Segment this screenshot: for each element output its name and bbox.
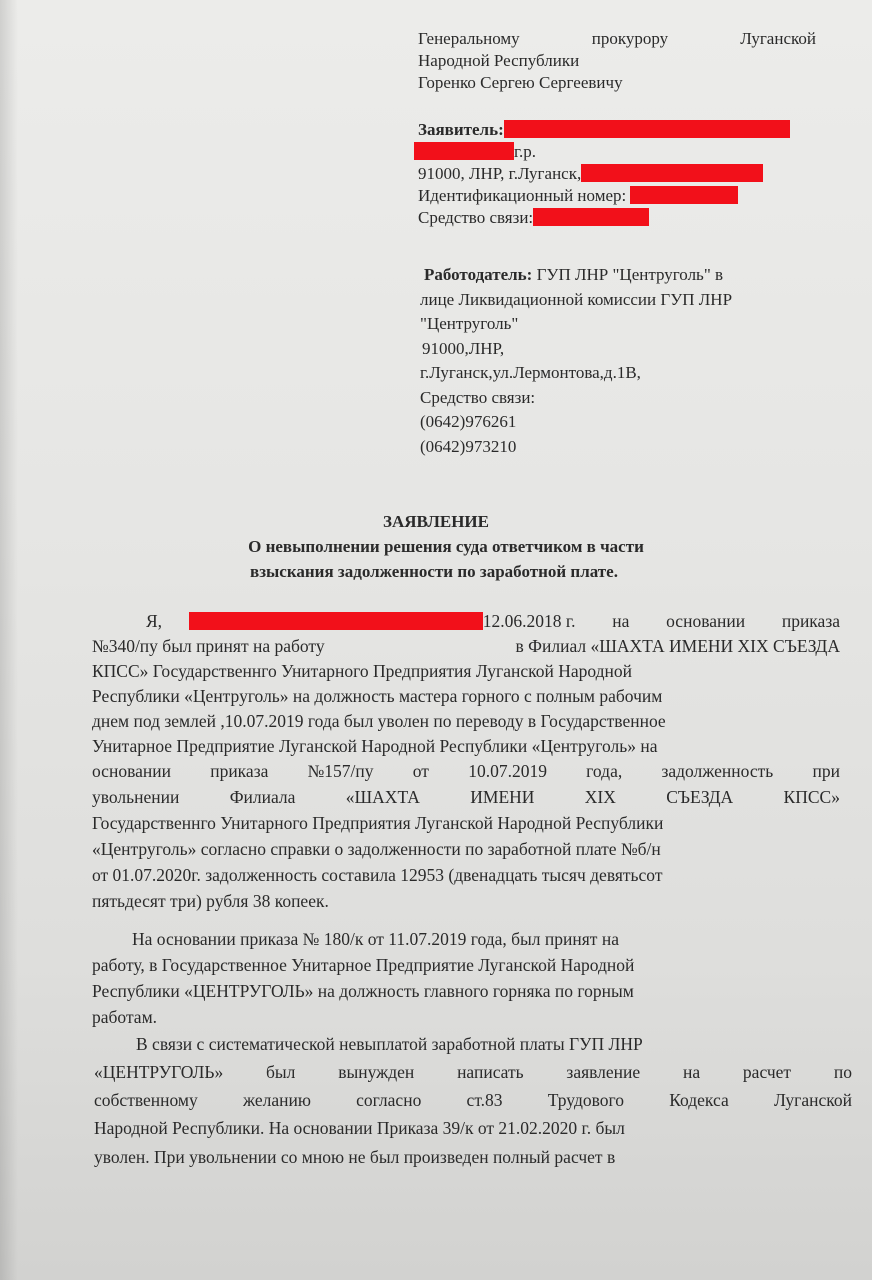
employer-line-3: "Центруголь" xyxy=(420,314,519,333)
employer-phone-1: (0642)976261 xyxy=(420,412,517,431)
employer-block xyxy=(420,263,816,459)
body-line: Я, 12.06.2018 г. на основании приказа xyxy=(146,611,840,631)
body-line: от 01.07.2020г. задолженность составила 12953 (двенадцать тысяч девятьсот xyxy=(92,865,663,885)
body-line: работу, в Государственное Унитарное Предприятие Луганской Народной xyxy=(92,955,635,975)
employer-line-5: г.Луганск,ул.Лермонтова,д.1В, xyxy=(420,363,641,382)
redaction-id-number xyxy=(630,186,738,204)
applicant-block xyxy=(418,119,816,229)
body-line: основании приказа №157/пу от 10.07.2019 года, задолженность при xyxy=(92,761,840,781)
body-line: работам. xyxy=(92,1007,158,1027)
applicant-line-2: г.р. xyxy=(418,141,816,163)
body-line: Республики «ЦЕНТРУГОЛЬ» на должность главного горняка по горным xyxy=(92,981,634,1001)
body-line: Народной Республики. На основании Приказа 39/к от 21.02.2020 г. был xyxy=(94,1118,625,1138)
applicant-line-4: Идентификационный номер: xyxy=(418,185,816,207)
document-subtitle-2: взыскания задолженности по заработной плате. xyxy=(250,562,618,581)
redaction-address xyxy=(581,164,763,182)
body-line: Государственнго Унитарного Предприятия Луганской Народной Республики xyxy=(92,813,664,833)
body-line: днем под землей ,10.07.2019 года был уволен по переводу в Государственное xyxy=(92,711,666,731)
redaction-applicant-fullname xyxy=(189,612,483,630)
body-line: собственному желанию согласно ст.83 Трудового Кодекса Луганской xyxy=(94,1090,852,1110)
document-subtitle-1: О невыполнении решения суда ответчиком в части xyxy=(248,537,644,556)
applicant-label: Заявитель: xyxy=(418,120,504,139)
employer-line-2: лице Ликвидационной комиссии ГУП ЛНР xyxy=(420,289,733,309)
body-line: Унитарное Предприятие Луганской Народной Республики «Центруголь» на xyxy=(92,736,658,756)
employer-line-6: Средство связи: xyxy=(420,387,536,407)
employer-line-1: Работодатель: ГУП ЛНР "Центруголь" в xyxy=(424,265,724,284)
body-line: В связи с систематической невыплатой заработной платы ГУП ЛНР xyxy=(136,1034,643,1054)
addressee-line-2: Народной Республики xyxy=(418,51,580,70)
body-line: Республики «Центруголь» на должность мастера горного с полным рабочим xyxy=(92,686,663,706)
redaction-contact xyxy=(533,208,649,226)
redaction-birth-date xyxy=(414,142,514,160)
body-line: уволен. При увольнении со мною не был произведен полный расчет в xyxy=(94,1147,616,1167)
redaction-applicant-name xyxy=(504,120,790,138)
addressee-line-1: Генеральному прокурору Луганской xyxy=(418,29,816,48)
body-line: №340/пу был принят на работу в Филиал «ШАХТА ИМЕНИ XIX СЪЕЗДА xyxy=(92,636,840,656)
applicant-line-1 xyxy=(418,119,816,141)
page-edge-shadow xyxy=(0,0,18,1280)
employer-phone-2: (0642)973210 xyxy=(420,436,517,456)
addressee-block xyxy=(418,28,816,94)
body-line: пятьдесят три) рубля 38 копеек. xyxy=(92,891,329,911)
applicant-line-3: 91000, ЛНР, г.Луганск, xyxy=(418,163,816,185)
applicant-line-5: Средство связи: xyxy=(418,207,816,229)
document-title: ЗАЯВЛЕНИЕ xyxy=(382,512,489,531)
addressee-line-3: Горенко Сергею Сергеевичу xyxy=(418,73,623,92)
body-line: «Центруголь» согласно справки о задолженности по заработной плате №б/н xyxy=(92,839,661,859)
employer-line-4: 91000,ЛНР, xyxy=(422,338,505,358)
body-line: На основании приказа № 180/к от 11.07.2019 года, был принят на xyxy=(132,929,619,949)
body-line: увольнении Филиала «ШАХТА ИМЕНИ XIX СЪЕЗДА КПСС» xyxy=(92,787,840,807)
body-line: «ЦЕНТРУГОЛЬ» был вынужден написать заявление на расчет по xyxy=(94,1062,852,1082)
body-line: КПСС» Государственнго Унитарного Предприятия Луганской Народной xyxy=(92,661,632,681)
